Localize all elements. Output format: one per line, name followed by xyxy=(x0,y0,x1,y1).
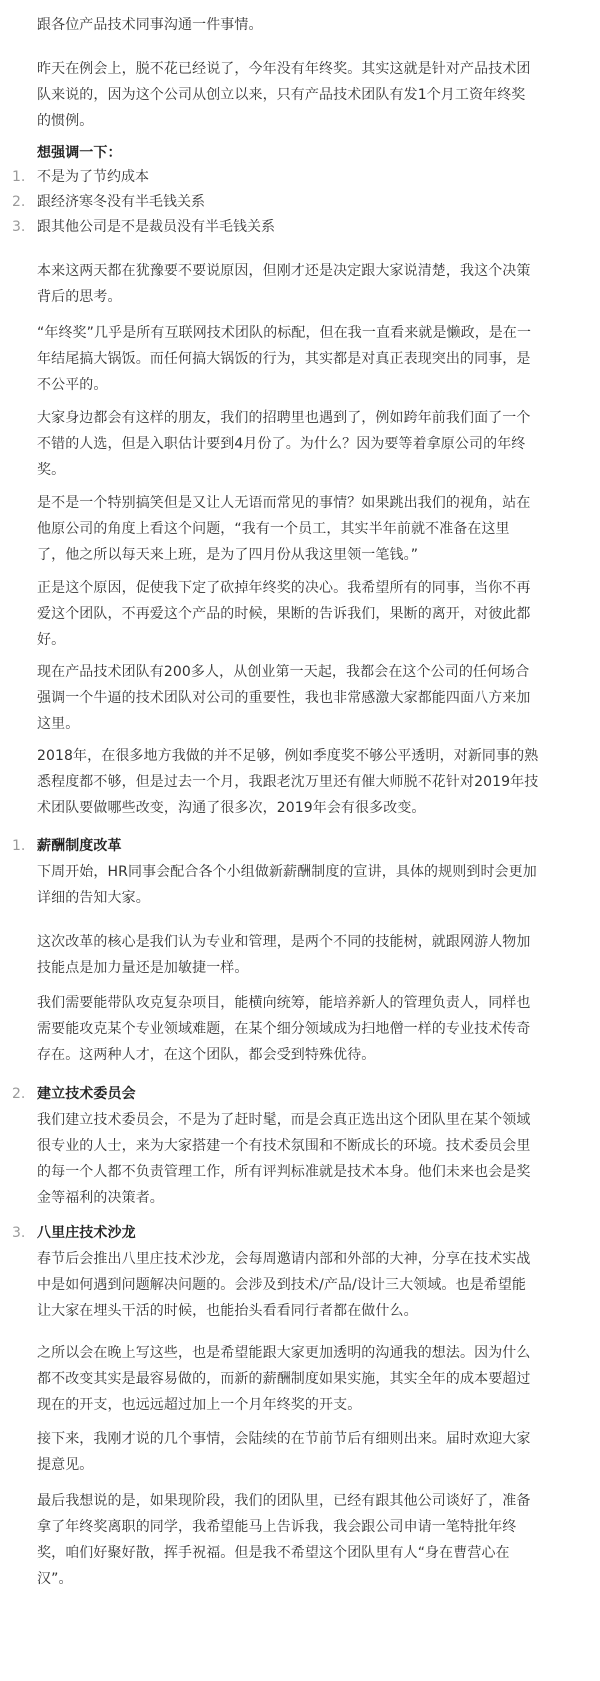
paragraph-13-line: 奖，咱们好聚好散，挥手祝福。但是我不希望这个团队里有人“身在曹营心在 xyxy=(37,1545,510,1561)
paragraph-13-line: 汉”。 xyxy=(37,1571,73,1587)
paragraph-5-line: 是不是一个特别搞笑但是又让人无语而常见的事情？如果跳出我们的视角，站在 xyxy=(37,495,531,511)
section-number: 2. xyxy=(12,1086,26,1102)
paragraph-2-line: 背后的思考。 xyxy=(37,289,122,305)
emphasis-list-item: 跟其他公司是不是裁员没有半毛钱关系 xyxy=(37,219,275,235)
section-number: 1. xyxy=(12,838,26,854)
paragraph-11-line: 之所以会在晚上写这些，也是希望能跟大家更加透明的沟通我的想法。因为什么 xyxy=(37,1345,531,1361)
emphasis-list-item: 不是为了节约成本 xyxy=(37,169,149,185)
paragraph-3-line: 不公平的。 xyxy=(37,377,108,393)
section-2 xyxy=(37,1081,563,1211)
paragraph-13-line: 拿了年终奖离职的同学，我希望能马上告诉我，我会跟公司申请一笔特批年终 xyxy=(37,1519,517,1535)
paragraph-6-line: 爱这个团队，不再爱这个产品的时候，果断的告诉我们，果断的离开，对彼此都 xyxy=(37,606,531,622)
paragraph-3-line: 年结尾搞大锅饭。而任何搞大锅饭的行为，其实都是对真正表现突出的同事，是 xyxy=(37,351,531,367)
section-1-line: 下周开始，HR同事会配合各个小组做新薪酬制度的宣讲，具体的规则到时会更加 xyxy=(37,864,537,880)
section-2-line: 很专业的人士，来为大家搭建一个有技术氛围和不断成长的环境。技术委员会里 xyxy=(37,1138,531,1154)
paragraph-11-line: 现在的开支，也远远超过加上一个月年终奖的开支。 xyxy=(37,1397,362,1413)
paragraph-5-line: 了，他之所以每天来上班，是为了四月份从我这里领一笔钱。” xyxy=(37,547,419,563)
paragraph-9-line: 技能点是加力量还是加敏捷一样。 xyxy=(37,960,249,976)
paragraph-8 xyxy=(37,743,563,821)
section-1-line: 详细的告知大家。 xyxy=(37,890,150,906)
paragraph-4-line: 大家身边都会有这样的朋友，我们的招聘里也遇到了，例如跨年前我们面了一个 xyxy=(37,410,531,426)
paragraph-1 xyxy=(37,56,563,134)
section-1 xyxy=(37,833,563,911)
section-2-title: 建立技术委员会 xyxy=(37,1086,136,1102)
paragraph-8-line: 悉程度都不够，但是过去一个月，我跟老沈万里还有催大师脱不花针对2019年技 xyxy=(37,774,539,790)
intro-paragraph xyxy=(37,12,563,38)
paragraph-9 xyxy=(37,929,563,981)
paragraph-1-line: 昨天在例会上，脱不花已经说了，今年没有年终奖。其实这就是针对产品技术团 xyxy=(37,61,531,77)
section-2-line: 我们建立技术委员会，不是为了赶时髦，而是会真正选出这个团队里在某个领域 xyxy=(37,1112,531,1128)
list-number: 2. xyxy=(12,194,26,210)
section-3-title: 八里庄技术沙龙 xyxy=(37,1225,136,1241)
paragraph-4 xyxy=(37,405,563,483)
emphasis-heading xyxy=(37,140,563,166)
paragraph-6-line: 正是这个原因，促使我下定了砍掉年终奖的决心。我希望所有的同事，当你不再 xyxy=(37,580,531,596)
paragraph-9-line: 这次改革的核心是我们认为专业和管理，是两个不同的技能树，就跟网游人物加 xyxy=(37,934,531,950)
paragraph-12-line: 提意见。 xyxy=(37,1457,94,1473)
section-3 xyxy=(37,1220,563,1324)
paragraph-7-line: 强调一个牛逼的技术团队对公司的重要性，我也非常感激大家都能四面八方来加 xyxy=(37,690,531,706)
section-3-line: 让大家在埋头干活的时候，也能抬头看看同行者都在做什么。 xyxy=(37,1303,418,1319)
paragraph-6-line: 好。 xyxy=(37,632,66,648)
section-2-line: 金等福利的决策者。 xyxy=(37,1190,164,1206)
paragraph-1-line: 队来说的，因为这个公司从创立以来，只有产品技术团队有发1个月工资年终奖 xyxy=(37,87,526,103)
paragraph-8-line: 术团队要做哪些改变，沟通了很多次，2019年会有很多改变。 xyxy=(37,800,426,816)
paragraph-13-line: 最后我想说的是，如果现阶段，我们的团队里，已经有跟其他公司谈好了，准备 xyxy=(37,1493,531,1509)
paragraph-2 xyxy=(37,258,563,310)
paragraph-4-line: 奖。 xyxy=(37,462,66,478)
paragraph-3-line: “年终奖”几乎是所有互联网技术团队的标配，但在我一直看来就是懒政，是在一 xyxy=(37,325,532,341)
paragraph-7-line: 这里。 xyxy=(37,716,80,732)
paragraph-5 xyxy=(37,490,563,568)
paragraph-8-line: 2018年，在很多地方我做的并不足够，例如季度奖不够公平透明，对新同事的熟 xyxy=(37,748,539,764)
paragraph-6 xyxy=(37,575,563,653)
list-number: 3. xyxy=(12,219,26,235)
emphasis-list-item: 跟经济寒冬没有半毛钱关系 xyxy=(37,194,205,210)
paragraph-11-line: 都不改变其实是最容易做的，而新的薪酬制度如果实施，其实全年的成本要超过 xyxy=(37,1371,531,1387)
paragraph-1-line: 的惯例。 xyxy=(37,113,94,129)
paragraph-4-line: 不错的人选，但是入职估计要到4月份了。为什么？因为要等着拿原公司的年终 xyxy=(37,436,526,452)
list-number: 1. xyxy=(12,169,26,185)
intro-line: 跟各位产品技术同事沟通一件事情。 xyxy=(37,17,263,33)
paragraph-12 xyxy=(37,1426,563,1478)
paragraph-10-line: 需要能攻克某个专业领域难题，在某个细分领域成为扫地僧一样的专业技术传奇 xyxy=(37,1021,531,1037)
paragraph-13 xyxy=(37,1488,563,1592)
emphasis-heading-text: 想强调一下： xyxy=(37,145,122,161)
paragraph-10-line: 我们需要能带队攻克复杂项目，能横向统筹，能培养新人的管理负责人，同样也 xyxy=(37,995,531,1011)
paragraph-3 xyxy=(37,320,563,398)
section-3-line: 春节后会推出八里庄技术沙龙，会每周邀请内部和外部的大神，分享在技术实战 xyxy=(37,1251,531,1267)
paragraph-7 xyxy=(37,659,563,737)
paragraph-11 xyxy=(37,1340,563,1418)
paragraph-10 xyxy=(37,990,563,1068)
paragraph-10-line: 存在。这两种人才，在这个团队，都会受到特殊优待。 xyxy=(37,1047,376,1063)
section-3-line: 中是如何遇到问题解决问题的。会涉及到技术/产品/设计三大领域。也是希望能 xyxy=(37,1277,527,1293)
section-1-title: 薪酬制度改革 xyxy=(37,838,122,854)
section-2-line: 的每一个人都不负责管理工作，所有评判标准就是技术本身。他们未来也会是奖 xyxy=(37,1164,531,1180)
paragraph-2-line: 本来这两天都在犹豫要不要说原因，但刚才还是决定跟大家说清楚，我这个决策 xyxy=(37,263,531,279)
paragraph-7-line: 现在产品技术团队有200多人，从创业第一天起，我都会在这个公司的任何场合 xyxy=(37,664,530,680)
section-number: 3. xyxy=(12,1225,26,1241)
paragraph-12-line: 接下来，我刚才说的几个事情，会陆续的在节前节后有细则出来。届时欢迎大家 xyxy=(37,1431,531,1447)
paragraph-5-line: 他原公司的角度上看这个问题，“我有一个员工，其实半年前就不准备在这里 xyxy=(37,521,510,537)
